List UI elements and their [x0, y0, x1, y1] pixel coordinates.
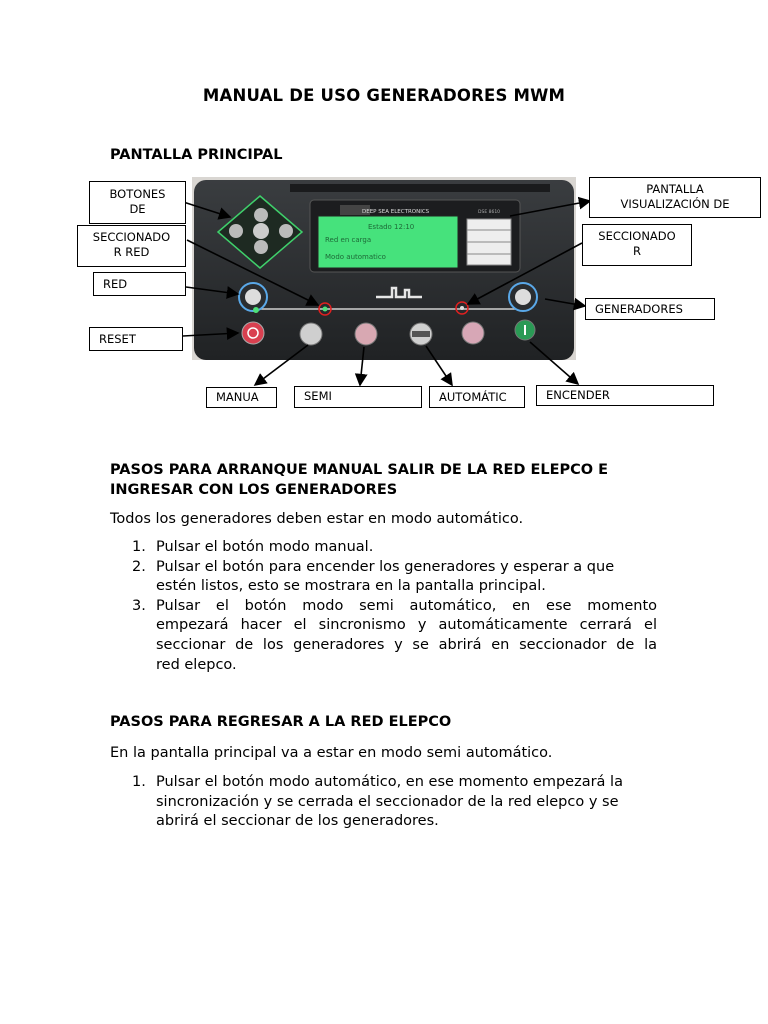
label-pantalla-line2: VISUALIZACIÓN DE: [620, 197, 730, 211]
section2-heading-line1: PASOS PARA ARRANQUE MANUAL SALIR DE LA RED ELEPCO E: [110, 462, 609, 478]
document-title: MANUAL DE USO GENERADORES MWM: [202, 86, 566, 105]
label-red: RED: [93, 272, 186, 296]
step-line: abrirá el seccionar de los generadores.: [156, 813, 439, 830]
list-item: [110, 597, 657, 675]
section3-intro: En la pantalla principal va a estar en modo semi automático.: [110, 745, 553, 761]
step-line: seccionar de los generadores y se abrirá en seccionador de la: [156, 636, 657, 653]
label-generadores: GENERADORES: [585, 298, 715, 320]
list-item: [110, 538, 657, 558]
label-botones-line1: BOTONES: [109, 187, 166, 201]
reset-button: [242, 322, 264, 344]
step-line: sincronización y se cerrada el seccionador de la red elepco y se: [156, 793, 619, 810]
section3-heading: PASOS PARA REGRESAR A LA RED ELEPCO: [110, 714, 452, 730]
lcd-line-2: Red en carga: [325, 236, 372, 244]
label-encender: ENCENDER: [536, 385, 714, 406]
step-number: 3.: [132, 597, 146, 614]
step-number: 1.: [132, 539, 146, 555]
mode-button: [462, 322, 484, 344]
panel-brand: DEEP SEA ELECTRONICS: [362, 209, 430, 215]
label-seccionador-red: [77, 225, 186, 267]
step-line: Pulsar el botón modo semi automático, en ese momento: [156, 597, 657, 614]
step-line: Pulsar el botón modo manual.: [156, 539, 374, 555]
list-item: [110, 773, 657, 832]
label-manual: MANUA: [206, 387, 277, 408]
nav-right-button: [279, 224, 293, 238]
nav-left-button: [229, 224, 243, 238]
lcd-line-3: Modo automatico: [325, 253, 386, 261]
label-automatic: AUTOMÁTIC: [429, 386, 525, 408]
label-pantalla: [589, 177, 761, 218]
label-seccionador-red-line2: R RED: [113, 245, 150, 259]
nav-enter-button: [253, 223, 269, 239]
manual-button: [300, 323, 322, 345]
step-line: empezará hacer el sincronismo y automáticamente cerrará el: [156, 617, 657, 634]
label-botones-line2: DE: [129, 202, 146, 216]
label-seccionador-red-line1: SECCIONADO: [92, 230, 171, 244]
label-seccionador-gen: [582, 224, 692, 266]
nav-down-button: [254, 240, 268, 254]
label-seccionador-gen-line1: SECCIONADO: [598, 229, 676, 243]
step-line: estén listos, esto se mostrara en la pantalla principal.: [156, 578, 546, 595]
step-line: Pulsar el botón para encender los generadores y esperar a que: [156, 558, 615, 575]
panel-model: DSE 8610: [478, 210, 501, 215]
label-semi: SEMI: [294, 386, 422, 408]
label-pantalla-line1: PANTALLA: [646, 182, 704, 196]
semi-button: [355, 323, 377, 345]
section-heading-pantalla: PANTALLA PRINCIPAL: [110, 147, 283, 163]
section3-steps: [110, 773, 657, 832]
step-number: 2.: [132, 558, 146, 575]
section2-steps: [110, 538, 657, 675]
step-line: Pulsar el botón modo automático, en ese momento empezará la: [156, 774, 623, 790]
list-item: [110, 558, 657, 597]
section2-intro: Todos los generadores deben estar en modo automático.: [110, 511, 524, 527]
nav-up-button: [254, 208, 268, 222]
label-botones: [89, 181, 186, 224]
label-reset: RESET: [89, 327, 183, 351]
section2-heading-line2: INGRESAR CON LOS GENERADORES: [110, 482, 398, 498]
step-line: red elepco.: [156, 656, 237, 673]
lcd-line-1: Estado 12:10: [368, 223, 415, 231]
step-number: 1.: [132, 774, 146, 790]
section2-heading: [110, 460, 608, 500]
label-seccionador-gen-line2: R: [633, 244, 641, 258]
